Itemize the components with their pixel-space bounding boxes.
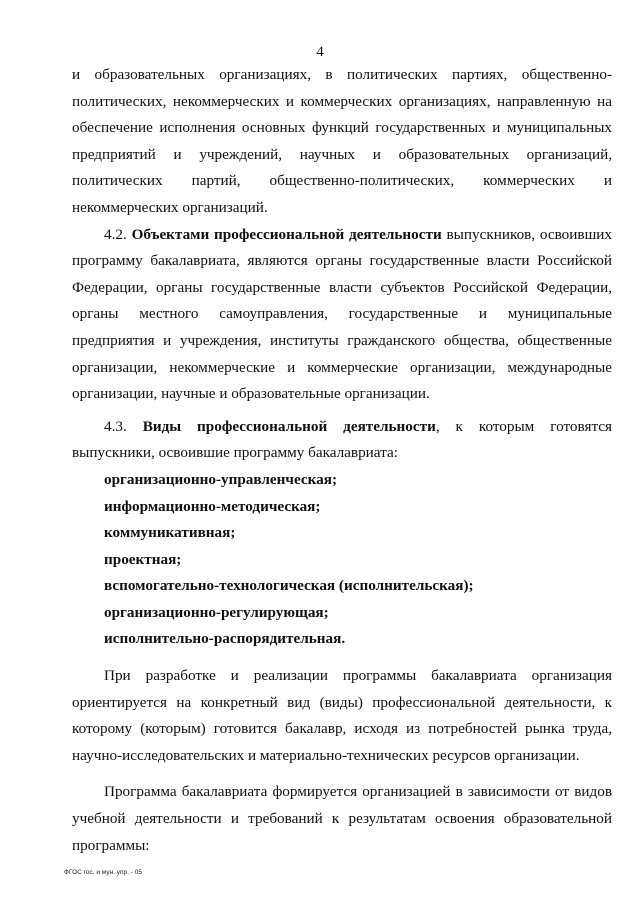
activity-kind-item: информационно-методическая;: [104, 497, 321, 515]
activity-kind-item: исполнительно-распорядительная.: [104, 630, 346, 648]
activity-kinds-list: [72, 467, 612, 653]
page-number: 4: [316, 44, 324, 60]
activity-kind-item: организационно-регулирующая;: [104, 603, 329, 621]
activity-kind-item: коммуникативная;: [104, 524, 236, 542]
paragraph-continuation: и образовательных организациях, в политических партиях, общественно-политических, некоммерческих и коммерческих организациях, направленную на обеспечение исполнения основных функций государственных и муниципальных предприятий и учреждений, научных и образовательных организаций, политических партий, общественно-политических, коммерческих и некоммерческих организаций.: [72, 66, 612, 216]
paragraph-development: При разработке и реализации программы бакалавриата организация ориентируется на конкретный вид (виды) профессиональной деятельности, к которому (которым) готовится бакалавр, исходя из потребностей рынка труда, научно-исследовательских и материально-технических ресурсов организации.: [72, 667, 612, 764]
term-kinds: Виды профессиональной деятельности: [142, 417, 436, 435]
activity-kind-item: вспомогательно-технологическая (исполнительская);: [104, 577, 474, 595]
term-objects: Объектами профессиональной деятельности: [131, 225, 442, 243]
document-body: [72, 62, 612, 859]
activity-kind-item: организационно-управленческая;: [104, 470, 337, 488]
section-4-3-text: , к которым готовятся выпускники, освоившие программу бакалавриата:: [72, 417, 612, 462]
paragraph-4-2: [72, 222, 612, 408]
section-number-4-2: 4.2.: [104, 225, 127, 243]
paragraph-4-3: [72, 414, 612, 467]
section-number-4-3: 4.3.: [104, 417, 127, 435]
footer-note: ФГОС гос. и мун. упр. - 05: [64, 869, 142, 876]
section-4-2-text: выпускников, освоивших программу бакалавриата, являются органы государственные власти Российской Федерации, органы государственные власти субъектов Российской Федерации, органы местного самоуправления, государственные и муниципальные предприятия и учреждения, институты гражданского общества, общественные организации, некоммерческие и коммерческие организации, международные организации, научные и образовательные организации.: [72, 225, 612, 403]
paragraph-formation: Программа бакалавриата формируется организацией в зависимости от видов учебной деятельности и требований к результатам освоения образовательной программы:: [72, 783, 612, 854]
activity-kind-item: проектная;: [104, 550, 182, 568]
